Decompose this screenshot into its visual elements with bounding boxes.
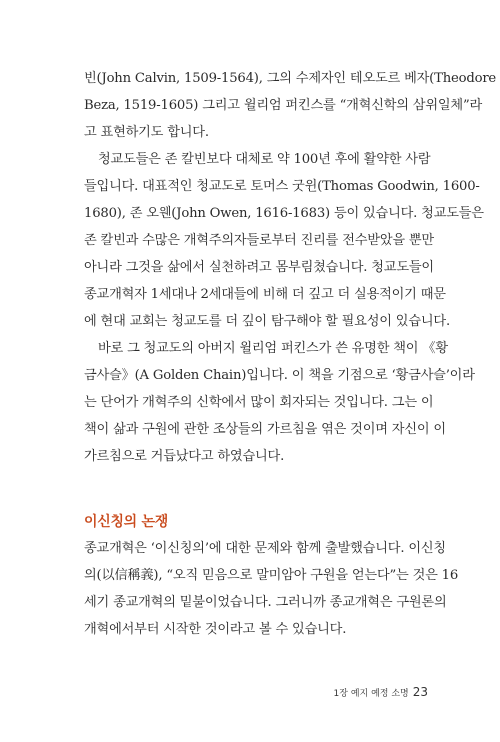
body-line: 에 현대 교회는 청교도를 더 깊이 탐구해야 할 필요성이 있습니다.: [84, 314, 450, 329]
body-line: 빈(John Calvin, 1509-1564), 그의 수제자인 테오도르 베자(Theodore: [84, 71, 497, 86]
body-line: 고 표현하기도 합니다.: [84, 125, 209, 140]
body-line: 는 단어가 개혁주의 신학에서 많이 회자되는 것입니다. 그는 이: [84, 395, 434, 410]
chapter-title: 1장 예지 예정 소명: [333, 689, 409, 699]
section-line: 개혁에서부터 시작한 것이라고 볼 수 있습니다.: [84, 622, 347, 637]
body-line: 금사슬》(A Golden Chain)입니다. 이 책을 기점으로 ‘황금사슬’이라: [84, 368, 475, 383]
body-line: 종교개혁자 1세대나 2세대들에 비해 더 깊고 더 실용적이기 때문: [84, 287, 446, 302]
body-line: 청교도들은 존 칼빈보다 대체로 약 100년 후에 활약한 사람: [98, 152, 431, 167]
body-line: 존 칼빈과 수많은 개혁주의자들로부터 진리를 전수받았을 뿐만: [84, 233, 434, 248]
section-line: 의(以信稱義), “오직 믿음으로 말미암아 구원을 얻는다”는 것은 16: [84, 568, 459, 583]
body-line: 바로 그 청교도의 아버지 윌리엄 퍼킨스가 쓴 유명한 책이 《황: [98, 341, 448, 356]
body-line: 들입니다. 대표적인 청교도로 토머스 굿윈(Thomas Goodwin, 1600-: [84, 179, 480, 194]
body-line: Beza, 1519-1605) 그리고 윌리엄 퍼킨스를 “개혁신학의 삼위일체”라: [84, 98, 483, 113]
body-line: 아니라 그것을 삶에서 실천하려고 몸부림쳤습니다. 청교도들이: [84, 260, 434, 275]
page-footer: [334, 685, 428, 699]
body-line: 1680), 존 오웬(John Owen, 1616-1683) 등이 있습니다. 청교도들은: [84, 206, 484, 221]
section-line: 종교개혁은 ‘이신칭의’에 대한 문제와 함께 출발했습니다. 이신칭: [84, 541, 446, 556]
section-heading: 이신칭의 논쟁: [84, 514, 168, 530]
section-line: 세기 종교개혁의 밑불이었습니다. 그러니까 종교개혁은 구원론의: [84, 595, 447, 610]
page-number: 23: [412, 685, 428, 699]
body-line: 가르침으로 거듭났다고 하였습니다.: [84, 449, 285, 464]
body-line: 책이 삶과 구원에 관한 조상들의 가르침을 엮은 것이며 자신이 이: [84, 422, 446, 437]
